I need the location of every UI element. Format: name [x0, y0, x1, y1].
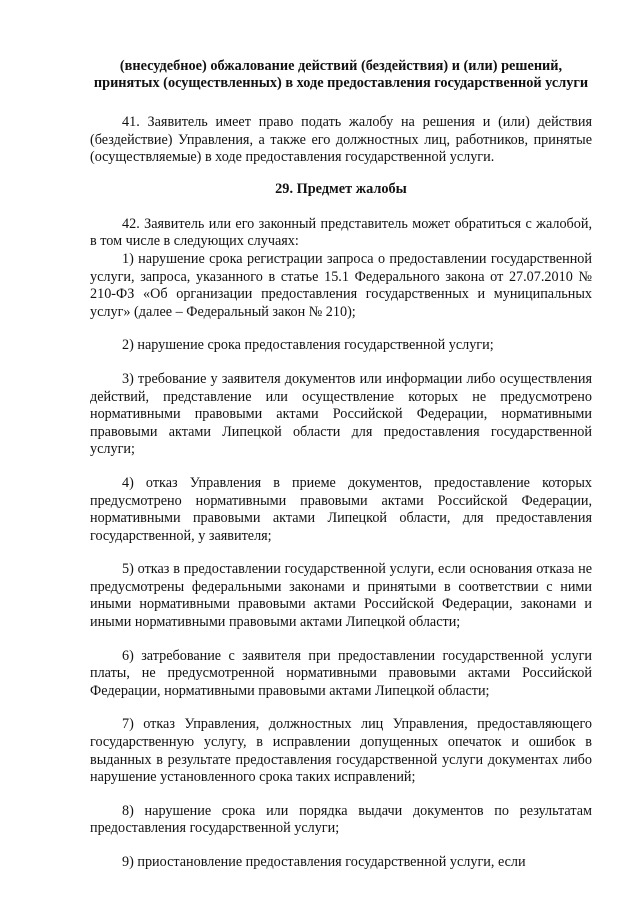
list-item-3: 3) требование у заявителя документов или информации либо осуществления действий, представление или осуществление которых не предусмотрено нормативными правовыми актами Российской Федерации, нормативными правовыми актами Липецкой области для предоставления государственной услуги;: [90, 370, 592, 458]
section-title: 29. Предмет жалобы: [275, 180, 407, 197]
list-item-2: 2) нарушение срока предоставления государственной услуги;: [122, 337, 494, 354]
paragraph-42: 42. Заявитель или его законный представитель может обратиться с жалобой, в том числе в следующих случаях:: [90, 215, 592, 250]
list-item-8: 8) нарушение срока или порядка выдачи документов по результатам предоставления государственной услуги;: [90, 802, 592, 837]
list-item-9: 9) приостановление предоставления государственной услуги, если: [122, 854, 526, 870]
list-item-1: 1) нарушение срока регистрации запроса о предоставлении государственной услуги, запроса, указанного в статье 15.1 Федерального закона от 27.07.2010 № 210-ФЗ «Об организации предоставления государственных и муниципальных услуг» (далее – Федеральный закон № 210);: [90, 250, 592, 320]
list-item-6: 6) затребование с заявителя при предоставлении государственной услуги платы, не предусмотренной нормативными правовыми актами Российской Федерации, нормативными правовыми актами Липецкой области;: [90, 647, 592, 699]
section-heading: (внесудебное) обжалование действий (бездействия) и (или) решений, принятых (осуществленных) в ходе предоставления государственной услуги: [93, 58, 589, 91]
list-item-4: 4) отказ Управления в приеме документов, предоставление которых предусмотрено нормативными правовыми актами Российской Федерации, нормативными правовыми актами Липецкой области, для предоставления государственной, у заявителя;: [90, 474, 592, 544]
paragraph-41: 41. Заявитель имеет право подать жалобу на решения и (или) действия (бездействие) Управления, а также его должностных лиц, работников, принятые (осуществляемые) в ходе предоставления государственной услуги.: [90, 114, 592, 166]
list-item-7: 7) отказ Управления, должностных лиц Управления, предоставляющего государственную услугу, в исправлении допущенных опечаток и ошибок в выданных в результате предоставления государственной услуги документах либо нарушение установленного срока таких исправлений;: [90, 716, 592, 786]
list-item-5: 5) отказ в предоставлении государственной услуги, если основания отказа не предусмотрены федеральными законами и принятыми в соответствии с ними иными нормативными правовыми актами Российской Федерации, законами и иными нормативными правовыми актами Липецкой области;: [90, 561, 592, 631]
